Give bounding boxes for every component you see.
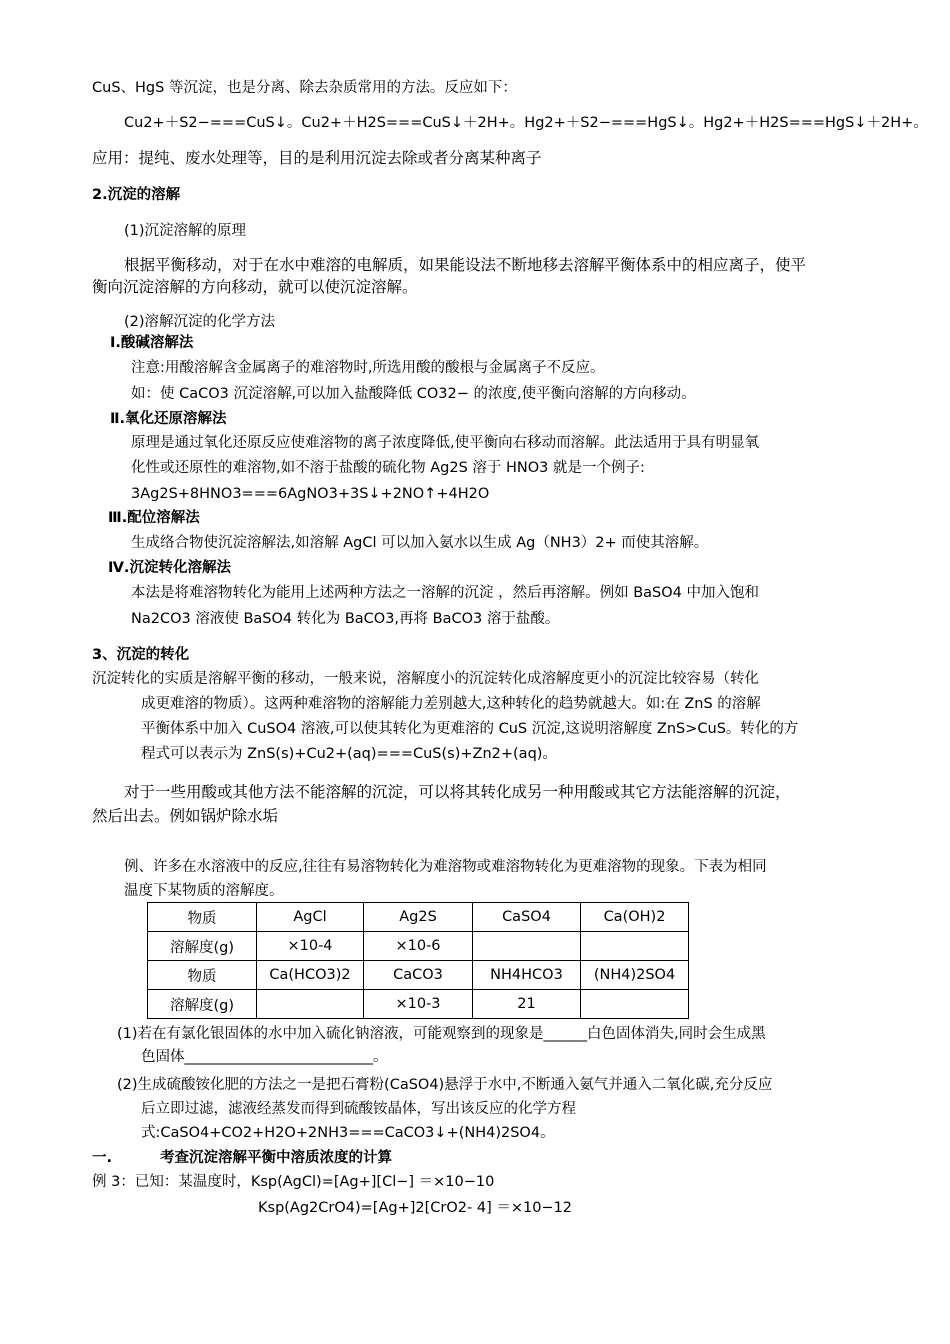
- question-line: 式:CaSO4+CO2+H2O+2NH3===CaCO3↓+(NH4)2SO4。: [141, 1125, 555, 1141]
- table-cell: [581, 990, 689, 1019]
- example-line: 如：使 CaCO3 沉淀溶解,可以加入盐酸降低 CO32− 的浓度,使平衡向溶解的方向移动。: [131, 386, 696, 402]
- table-cell: [473, 932, 581, 961]
- table-row: [148, 990, 689, 1019]
- note-line: 注意:用酸溶解含金属离子的难溶物时,所选用酸的酸根与金属离子不反应。: [131, 360, 605, 376]
- question-line: 后立即过滤，滤液经蒸发而得到硫酸铵晶体，写出该反应的化学方程: [141, 1101, 576, 1117]
- paragraph-line: 沉淀转化的实质是溶解平衡的移动，一般来说，溶解度小的沉淀转化成溶解度更小的沉淀比较容易（转化: [92, 671, 759, 687]
- equation-line: 3Ag2S+8HNO3===6AgNO3+3S↓+2NO↑+4H2O: [131, 486, 490, 502]
- table-cell: 物质: [148, 961, 257, 990]
- example-line: 例 3：已知：某温度时，Ksp(AgCl)=[Ag+][Cl−] ＝×10−10: [92, 1174, 495, 1190]
- equation-line: Cu2+＋S2−===CuS↓。Cu2+＋H2S===CuS↓＋2H+。Hg2+＋S2−===HgS↓。Hg2+＋H2S===HgS↓＋2H+。: [124, 115, 928, 131]
- section-number: 一.: [92, 1150, 113, 1166]
- table-cell: Ca(OH)2: [581, 903, 689, 932]
- paragraph-line: 原理是通过氧化还原反应使难溶物的离子浓度降低,使平衡向右移动而溶解。此法适用于具有明显氧: [131, 435, 760, 451]
- table-cell: 物质: [148, 903, 257, 932]
- example-line: 例、许多在水溶液中的反应,往往有易溶物转化为难溶物或难溶物转化为更难溶物的现象。下表为相同: [124, 859, 767, 875]
- section-heading: 考查沉淀溶解平衡中溶质浓度的计算: [160, 1150, 392, 1166]
- table-cell: ×10-3: [364, 990, 473, 1019]
- table-cell: ×10-4: [257, 932, 364, 961]
- table-row: [148, 903, 689, 932]
- method-heading: Ⅰ.酸碱溶解法: [110, 335, 194, 351]
- table-cell: Ca(HCO3)2: [257, 961, 364, 990]
- table-cell: 21: [473, 990, 581, 1019]
- paragraph-line: 根据平衡移动，对于在水中难溶的电解质，如果能设法不断地移去溶解平衡体系中的相应离子，使平: [124, 256, 807, 274]
- table-row: [148, 961, 689, 990]
- table-cell: ×10-6: [364, 932, 473, 961]
- table-cell: NH4HCO3: [473, 961, 581, 990]
- table-cell: Ag2S: [364, 903, 473, 932]
- paragraph-line: 对于一些用酸或其他方法不能溶解的沉淀，可以将其转化成另一种用酸或其它方法能溶解的沉淀，: [124, 783, 791, 801]
- question-line: (2)生成硫酸铵化肥的方法之一是把石膏粉(CaSO4)悬浮于水中,不断通入氨气并通入二氧化碳,充分反应: [117, 1077, 773, 1093]
- paragraph-line: 生成络合物使沉淀溶解法,如溶解 AgCl 可以加入氨水以生成 Ag（NH3）2+ 而使其溶解。: [131, 535, 709, 551]
- table-cell: 溶解度(g): [148, 990, 257, 1019]
- paragraph-line: 本法是将难溶物转化为能用上述两种方法之一溶解的沉淀 ，然后再溶解。例如 BaSO4 中加入饱和: [131, 585, 759, 601]
- table-cell: (NH4)2SO4: [581, 961, 689, 990]
- method-heading: Ⅳ.沉淀转化溶解法: [108, 560, 231, 576]
- question-line: 色固体__________________________。: [141, 1049, 388, 1065]
- example-line: Ksp(Ag2CrO4)=[Ag+]2[CrO2- 4] ＝×10−12: [258, 1200, 573, 1216]
- table-cell: AgCl: [257, 903, 364, 932]
- paragraph-line: 化性或还原性的难溶物,如不溶于盐酸的硫化物 Ag2S 溶于 HNO3 就是一个例子:: [131, 460, 645, 476]
- paragraph-line: 成更难溶的物质）。这两种难溶物的溶解能力差别越大,这种转化的趋势就越大。如:在 ZnS 的溶解: [141, 696, 761, 712]
- paragraph-line: 程式可以表示为 ZnS(s)+Cu2+(aq)===CuS(s)+Zn2+(aq)。: [141, 746, 557, 762]
- solubility-table: [147, 902, 689, 1019]
- subheading: (1)沉淀溶解的原理: [124, 223, 247, 239]
- table-cell: [257, 990, 364, 1019]
- paragraph-line: 衡向沉淀溶解的方向移动，就可以使沉淀溶解。: [92, 278, 418, 296]
- method-heading: Ⅱ.氧化还原溶解法: [110, 411, 227, 427]
- paragraph-line: Na2CO3 溶液使 BaSO4 转化为 BaCO3,再将 BaCO3 溶于盐酸。: [131, 611, 560, 627]
- section-heading: 3、沉淀的转化: [92, 647, 190, 663]
- subheading: (2)溶解沉淀的化学方法: [124, 314, 276, 330]
- example-line: 温度下某物质的溶解度。: [124, 883, 284, 899]
- table-cell: CaCO3: [364, 961, 473, 990]
- table-row: [148, 932, 689, 961]
- paragraph-line: 然后出去。例如锅炉除水垢: [92, 807, 279, 825]
- text-line: CuS、HgS 等沉淀，也是分离、除去杂质常用的方法。反应如下：: [92, 80, 517, 96]
- table-cell: CaSO4: [473, 903, 581, 932]
- method-heading: Ⅲ.配位溶解法: [108, 510, 200, 526]
- text-line: 应用：提纯、废水处理等，目的是利用沉淀去除或者分离某种离子: [92, 149, 542, 167]
- table-cell: [581, 932, 689, 961]
- table-cell: 溶解度(g): [148, 932, 257, 961]
- section-heading: 2.沉淀的溶解: [92, 187, 181, 203]
- paragraph-line: 平衡体系中加入 CuSO4 溶液,可以使其转化为更难溶的 CuS 沉淀,这说明溶解度 ZnS>CuS。转化的方: [141, 721, 799, 737]
- question-line: (1)若在有氯化银固体的水中加入硫化钠溶液，可能观察到的现象是______白色固体消失,同时会生成黑: [117, 1026, 766, 1042]
